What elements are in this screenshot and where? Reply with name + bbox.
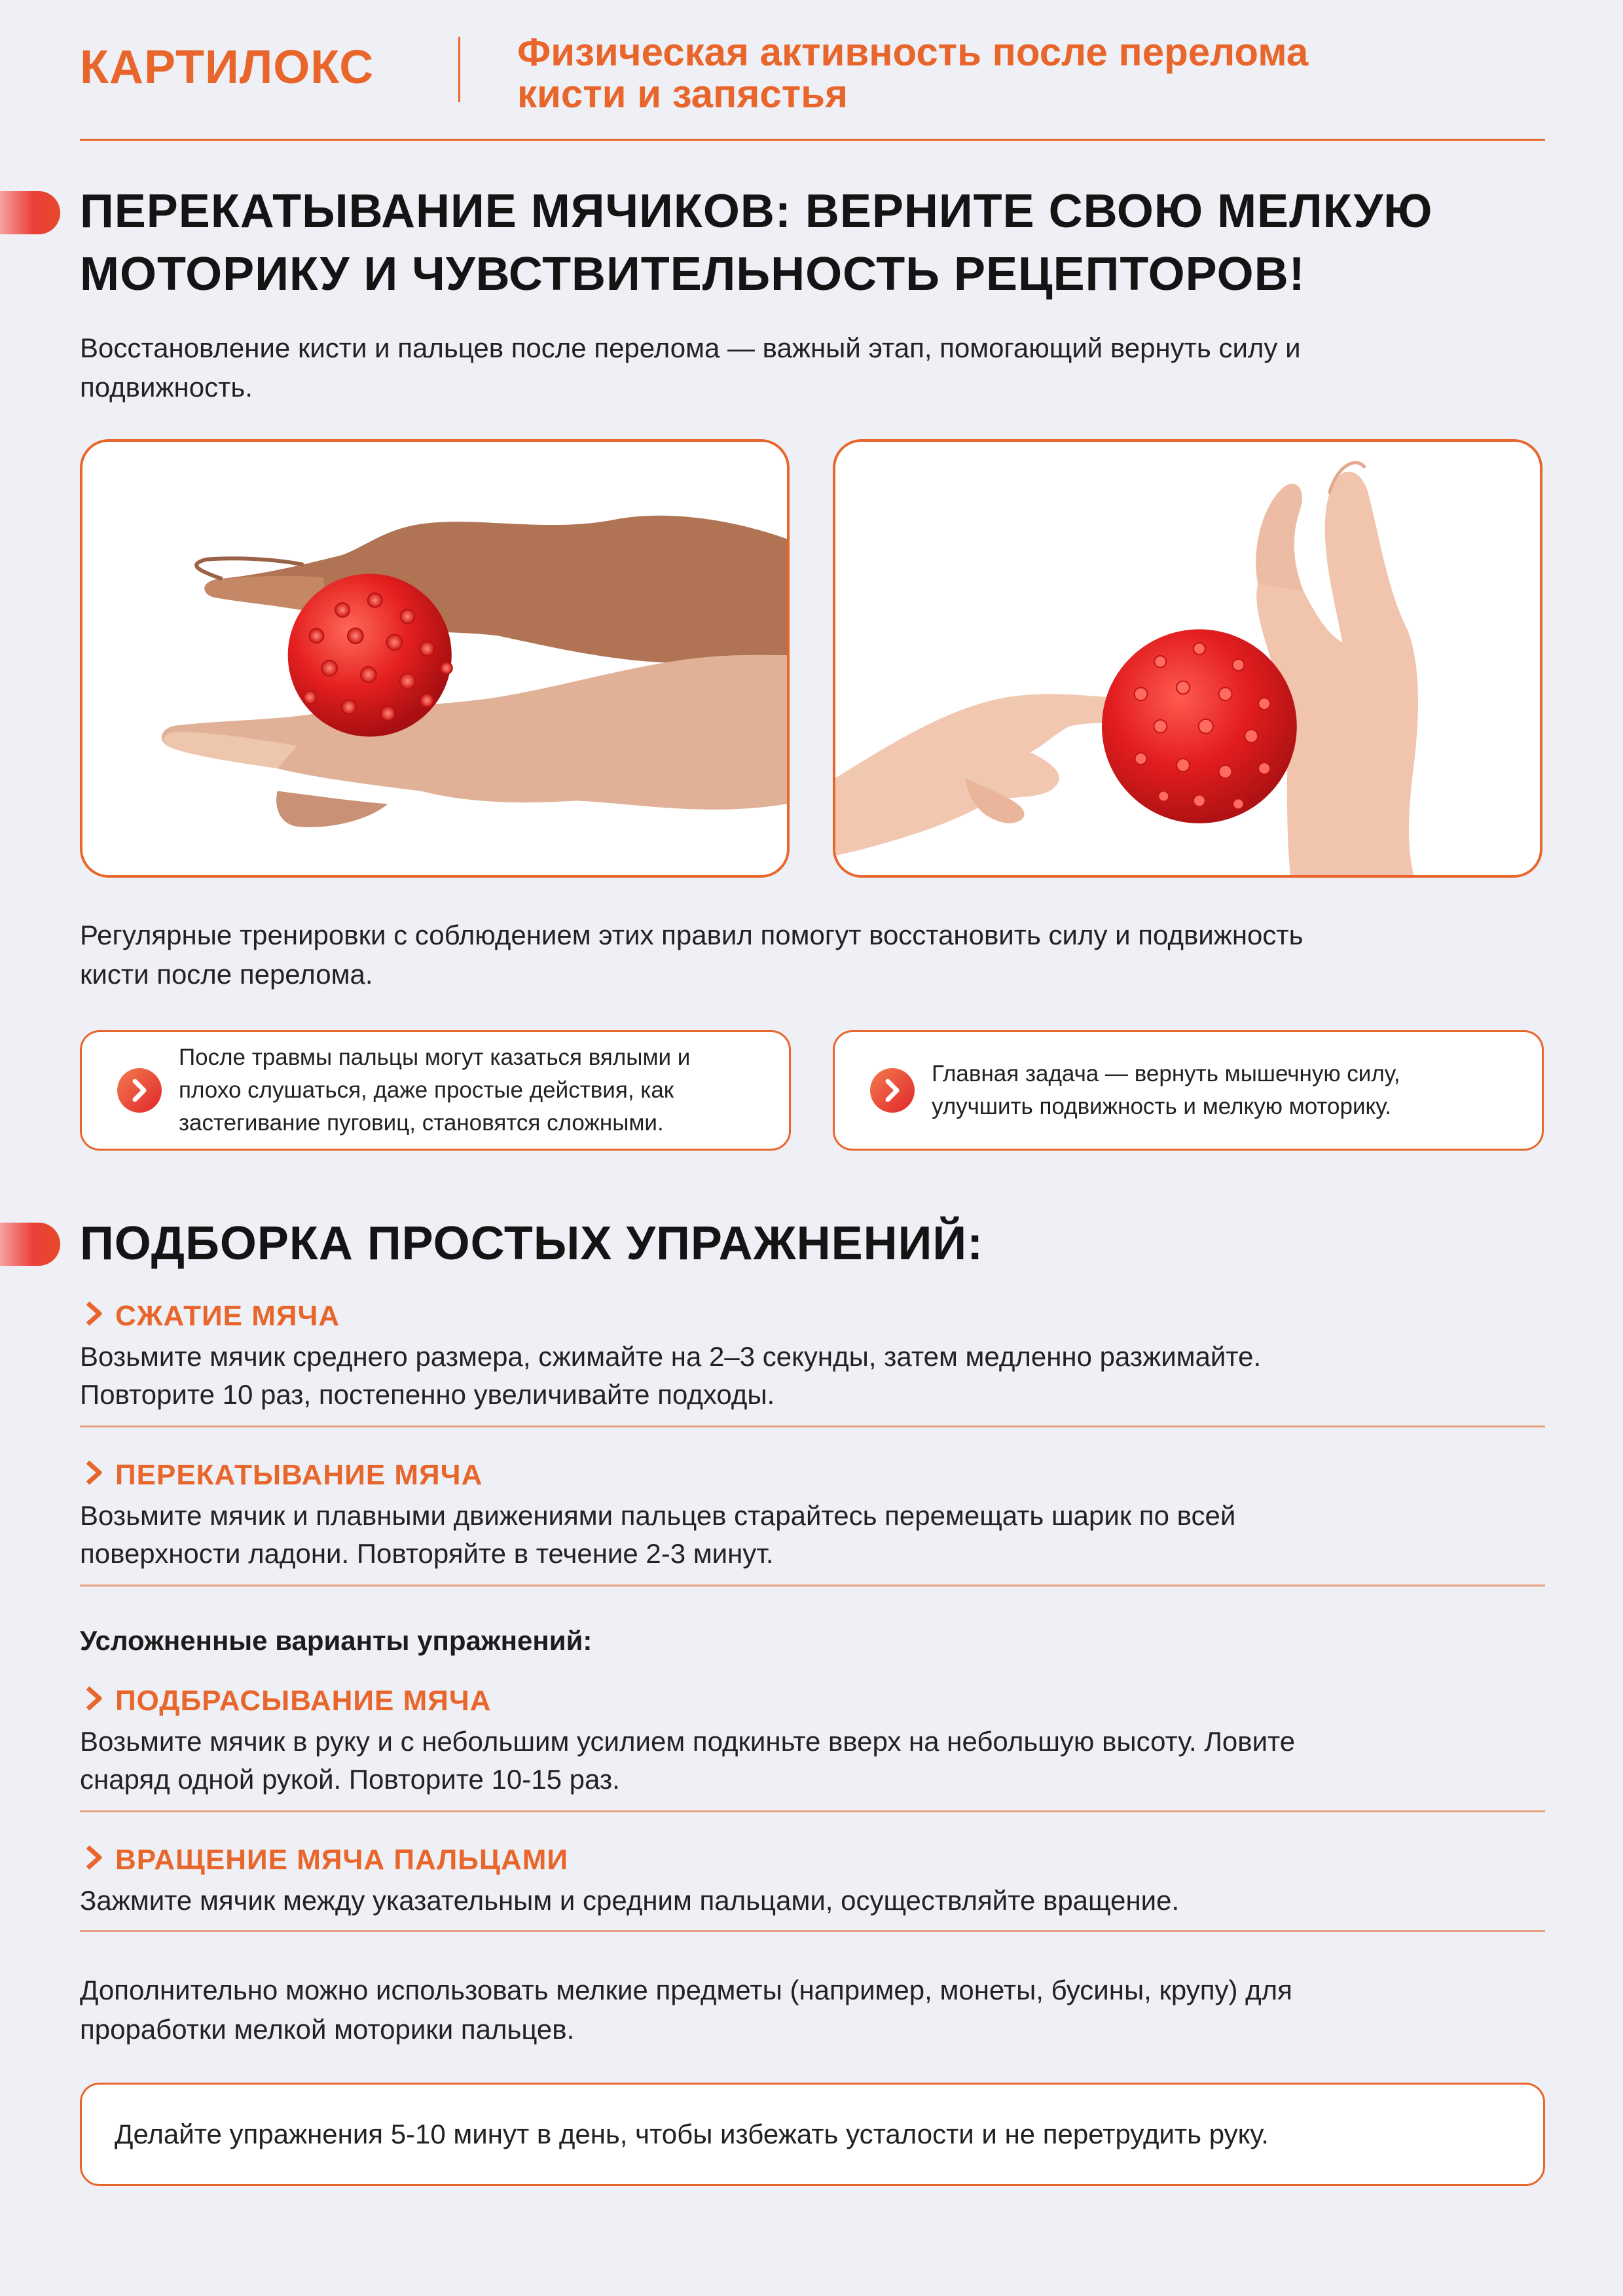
exercise-title: [80, 1684, 492, 1717]
tip-box: [80, 2083, 1545, 2186]
divider: [80, 1426, 1545, 1427]
divider: [80, 1585, 1545, 1587]
section1-conclusion-line2: кисти после перелома.: [80, 959, 373, 990]
document-title: [517, 31, 1499, 115]
section1-title-line2: МОТОРИКУ И ЧУВСТВИТЕЛЬНОСТЬ РЕЦЕПТОРОВ!: [80, 248, 1305, 300]
section1-conclusion-line1: Регулярные тренировки с соблюдением этих правил помогут восстановить силу и подвижность: [80, 920, 1304, 950]
exercise-description-line: Зажмите мячик между указательным и средним пальцами, осуществляйте вращение.: [80, 1885, 1180, 1916]
chevron-right-icon: [80, 1843, 109, 1872]
chevron-right-icon: [870, 1068, 915, 1113]
note-card: [833, 1030, 1544, 1151]
exercise-description-line: Возьмите мячик среднего размера, сжимайте на 2–3 секунды, затем медленно разжимайте.: [80, 1341, 1262, 1372]
section1-intro-line1: Восстановление кисти и пальцев после перелома — важный этап, помогающий вернуть силу и: [80, 332, 1301, 363]
photo-ball-finger-press: [833, 439, 1542, 878]
section1-conclusion: [80, 916, 1546, 994]
exercise-description-line: Возьмите мячик и плавными движениями пальцев старайтесь перемещать шарик по всей: [80, 1500, 1236, 1531]
header-divider: [458, 37, 460, 102]
header-rule: [80, 139, 1545, 141]
exercise-description-line: Повторите 10 раз, постепенно увеличивайте подходы.: [80, 1379, 775, 1410]
note-text-line: плохо слушаться, даже простые действия, как: [179, 1077, 674, 1103]
section1-title-line1: ПЕРЕКАТЫВАНИЕ МЯЧИКОВ: ВЕРНИТЕ СВОЮ МЕЛКУЮ: [80, 185, 1433, 238]
exercise-description: [80, 1338, 1546, 1414]
chevron-right-icon: [80, 1458, 109, 1487]
chevron-right-icon: [80, 1684, 109, 1713]
exercise-title: [80, 1458, 483, 1492]
exercise-title: [80, 1843, 568, 1876]
tip-text: Делайте упражнения 5-10 минут в день, чтобы избежать усталости и не перетрудить руку.: [115, 2119, 1269, 2149]
note-text-line: застегивание пуговиц, становятся сложными.: [179, 1110, 664, 1136]
photo-ball-between-palms: [80, 439, 790, 878]
exercise-title-text: СЖАТИЕ МЯЧА: [115, 1300, 340, 1332]
note-text-line: Главная задача — вернуть мышечную силу,: [932, 1061, 1400, 1086]
exercise-title: [80, 1299, 340, 1333]
chevron-right-icon: [117, 1068, 162, 1113]
document-title-line1: Физическая активность после перелома: [517, 30, 1309, 74]
exercise-description: [80, 1723, 1546, 1799]
extra-tip-paragraph: [80, 1971, 1546, 2049]
exercise-title-text: ПОДБРАСЫВАНИЕ МЯЧА: [115, 1685, 492, 1717]
exercise-description: [80, 1882, 1546, 1920]
brand-logo: КАРТИЛОКС: [80, 41, 374, 94]
note-text-line: улучшить подвижность и мелкую моторику.: [932, 1094, 1391, 1119]
chevron-right-icon: [80, 1299, 109, 1328]
section-marker: [0, 1223, 60, 1266]
extra-tip-line: Дополнительно можно использовать мелкие предметы (например, монеты, бусины, крупу) для: [80, 1975, 1292, 2005]
section-marker: [0, 191, 60, 234]
exercise-description-line: Возьмите мячик в руку и с небольшим усилием подкиньте вверх на небольшую высоту. Ловите: [80, 1726, 1296, 1757]
note-text-line: После травмы пальцы могут казаться вялыми и: [179, 1045, 691, 1070]
section1-intro: [80, 329, 1546, 407]
divider: [80, 1810, 1545, 1812]
exercise-description-line: снаряд одной рукой. Повторите 10-15 раз.: [80, 1764, 620, 1795]
section2-title: ПОДБОРКА ПРОСТЫХ УПРАЖНЕНИЙ:: [80, 1217, 984, 1270]
exercise-title-text: ВРАЩЕНИЕ МЯЧА ПАЛЬЦАМИ: [115, 1844, 569, 1876]
exercise-description-line: поверхности ладони. Повторяйте в течение 2-3 минут.: [80, 1538, 774, 1569]
extra-tip-line: проработки мелкой моторики пальцев.: [80, 2014, 575, 2045]
exercise-description: [80, 1497, 1546, 1573]
exercise-title-text: ПЕРЕКАТЫВАНИЕ МЯЧА: [115, 1459, 483, 1491]
note-text: [932, 1058, 1516, 1123]
note-card: [80, 1030, 791, 1151]
section1-intro-line2: подвижность.: [80, 372, 253, 403]
note-text: [179, 1041, 763, 1139]
advanced-label: Усложненные варианты упражнений:: [80, 1625, 593, 1656]
divider: [80, 1930, 1545, 1932]
document-title-line2: кисти и запястья: [517, 72, 848, 116]
section1-title: [80, 180, 1432, 306]
